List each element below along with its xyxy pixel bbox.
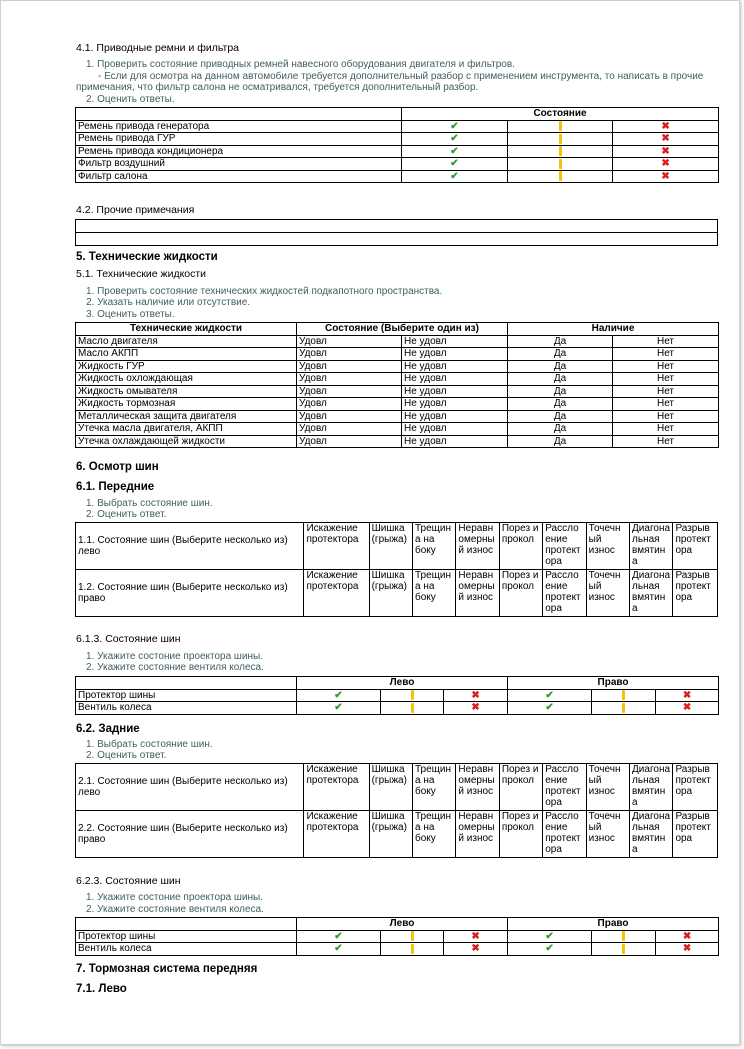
checkmark-icon: ✔ [334,702,343,714]
section-4-2-title: 4.2. Прочие примечания [76,204,195,216]
defect-option[interactable]: Искажение протектора [304,811,369,858]
fluids-header: Технические жидкости [76,323,297,336]
yes-option[interactable]: Да [508,360,613,373]
right-good-option[interactable] [508,689,592,702]
defect-option[interactable]: Разрыв протект ора [673,811,718,858]
warning-icon [559,159,562,169]
section-4-1-note-1: 1. Проверить состояние приводных ремней навесного оборудования двигателя и фильтров. [86,59,515,70]
checkmark-icon: ✔ [450,158,459,170]
no-option[interactable]: Нет [613,423,719,436]
warning-icon [411,703,414,713]
right-good-option[interactable] [508,943,592,956]
cross-icon: ✖ [661,145,670,157]
status-bad-option[interactable] [613,133,719,146]
cross-icon: ✖ [661,133,670,145]
table-row [76,930,719,943]
section-5-note-3: 3. Оценить ответы. [86,309,175,320]
status-warning-option[interactable] [508,170,613,183]
table-row [76,398,719,411]
left-header: Лево [297,677,508,690]
unsatisfactory-option[interactable]: Не удовл [402,423,508,436]
cross-icon: ✖ [682,930,692,942]
defect-option[interactable]: Искажение протектора [304,570,369,617]
item-label: Протектор шины [76,930,297,943]
fluid-label: Утечка масла двигателя, АКПП [76,423,297,436]
item-label: Ремень привода генератора [76,120,402,133]
fluid-label: Жидкость ГУР [76,360,297,373]
right-warning-option[interactable] [592,702,656,715]
defect-option[interactable]: Точечн ый износ [586,811,629,858]
right-bad-option[interactable] [656,930,719,943]
left-warning-option[interactable] [381,689,444,702]
cross-icon: ✖ [682,702,692,714]
section-6-1-3-title: 6.1.3. Состояние шин [76,633,181,645]
warning-icon [559,134,562,144]
unsatisfactory-option[interactable]: Не удовл [402,360,508,373]
no-option[interactable]: Нет [613,360,719,373]
defect-option[interactable]: Шишка (грыжа) [369,764,412,811]
section-5-title: 5. Технические жидкости [76,251,218,263]
right-header: Право [508,918,719,931]
status-good-option[interactable] [402,170,508,183]
left-good-option[interactable] [297,689,381,702]
right-bad-option[interactable] [656,943,719,956]
yes-option[interactable]: Да [508,423,613,436]
section-5-note-1: 1. Проверить состояние технических жидкостей подкапотного пространства. [86,286,443,297]
left-good-option[interactable] [297,930,381,943]
defect-option[interactable]: Рассло ение протект ора [543,764,586,811]
fluid-label: Масло двигателя [76,335,297,348]
checkmark-icon: ✔ [334,930,343,942]
satisfactory-option[interactable]: Удовл [297,398,402,411]
checkmark-icon: ✔ [450,120,459,132]
fluid-label: Жидкость тормозная [76,398,297,411]
satisfactory-option[interactable]: Удовл [297,348,402,361]
table-row [76,385,719,398]
yes-option[interactable]: Да [508,348,613,361]
section-4-1-note-3: примечания, что фильтр салона не осматривался, требуется дополнительный разбор. [76,82,479,93]
defect-option[interactable]: Трещин а на боку [413,523,456,570]
item-label: Вентиль колеса [76,702,297,715]
cross-icon: ✖ [471,943,480,955]
table-row [76,170,719,183]
table-row [76,120,719,133]
status-header: Состояние [402,108,719,121]
table-row [76,145,719,158]
defect-option[interactable]: Порез и прокол [499,523,542,570]
right-warning-option[interactable] [592,930,656,943]
table-row [76,410,719,423]
status-warning-option[interactable] [508,145,613,158]
defect-option[interactable]: Точечн ый износ [586,523,629,570]
section-5-note-2: 2. Указать наличие или отсутствие. [86,297,251,308]
item-label: Вентиль колеса [76,943,297,956]
section-6-1-note-2: 2. Оценить ответ. [86,509,167,520]
cross-icon: ✖ [661,120,670,132]
checkmark-icon: ✔ [450,145,459,157]
table-row [76,570,718,617]
satisfactory-option[interactable]: Удовл [297,423,402,436]
unsatisfactory-option[interactable]: Не удовл [402,410,508,423]
satisfactory-option[interactable]: Удовл [297,435,402,448]
warning-icon [559,146,562,156]
table-row [76,133,719,146]
defect-option[interactable]: Рассло ение протект ора [543,811,586,858]
status-good-option[interactable] [402,145,508,158]
table-row [76,811,718,858]
defect-option[interactable]: Диагона льная вмятин а [630,811,673,858]
cross-icon: ✖ [471,930,480,942]
table-row [76,689,719,702]
satisfactory-option[interactable]: Удовл [297,360,402,373]
status-good-option[interactable] [402,158,508,171]
checkmark-icon: ✔ [334,943,343,955]
left-bad-option[interactable] [444,689,508,702]
left-warning-option[interactable] [381,702,444,715]
fluid-label: Жидкость охлождающая [76,373,297,386]
table-row [76,335,719,348]
defect-option[interactable]: Рассло ение протект ора [543,523,586,570]
no-option[interactable]: Нет [613,335,719,348]
section-6-2-note-1: 1. Выбрать состояние шин. [86,739,213,750]
section-6-2-3-note-1: 1. Укажите состоние проектора шины. [86,892,264,903]
section-6-2-3-title: 6.2.3. Состояние шин [76,875,181,887]
checkmark-icon: ✔ [450,133,459,145]
notes-line-2[interactable] [76,233,718,246]
yes-option[interactable]: Да [508,385,613,398]
table-row [76,943,719,956]
defect-option[interactable]: Неравн омерны й износ [456,523,499,570]
warning-icon [622,703,625,713]
status-bad-option[interactable] [613,158,719,171]
defect-option[interactable]: Искажение протектора [304,764,369,811]
fluid-label: Утечка охлаждающей жидкости [76,435,297,448]
cross-icon: ✖ [661,170,670,182]
condition-header: Состояние (Выберите один из) [297,323,508,336]
table-row [76,764,718,811]
defect-option[interactable]: Диагона льная вмятин а [630,570,673,617]
fluid-label: Масло АКПП [76,348,297,361]
status-bad-option[interactable] [613,145,719,158]
yes-option[interactable]: Да [508,335,613,348]
no-option[interactable]: Нет [613,398,719,411]
left-bad-option[interactable] [444,702,508,715]
cross-icon: ✖ [682,943,692,955]
warning-icon [622,690,625,700]
item-label: Протектор шины [76,689,297,702]
right-header: Право [508,677,719,690]
left-bad-option[interactable] [444,943,508,956]
front-tread-table [75,676,719,715]
defect-option[interactable]: Порез и прокол [499,570,542,617]
table-row [76,348,719,361]
tyre-label: 1.1. Состояние шин (Выберите несколько из) лево [76,523,304,570]
satisfactory-option[interactable]: Удовл [297,385,402,398]
unsatisfactory-option[interactable]: Не удовл [402,373,508,386]
satisfactory-option[interactable]: Удовл [297,373,402,386]
right-warning-option[interactable] [592,943,656,956]
item-label: Фильтр воздушний [76,158,402,171]
section-7-title: 7. Тормозная система передняя [76,963,258,975]
table-row [76,523,718,570]
status-good-option[interactable] [402,133,508,146]
warning-icon [411,690,414,700]
cross-icon: ✖ [471,689,480,701]
yes-option[interactable]: Да [508,410,613,423]
warning-icon [559,121,562,131]
warning-icon [622,944,625,954]
checkmark-icon: ✔ [545,702,554,714]
cross-icon: ✖ [682,689,692,701]
status-bad-option[interactable] [613,170,719,183]
section-6-2-title: 6.2. Задние [76,723,140,735]
warning-icon [411,944,414,954]
defect-option[interactable]: Неравн омерны й износ [456,764,499,811]
defect-option[interactable]: Точечн ый износ [586,764,629,811]
defect-option[interactable]: Шишка (грыжа) [369,570,412,617]
unsatisfactory-option[interactable]: Не удовл [402,435,508,448]
checkmark-icon: ✔ [545,943,554,955]
defect-option[interactable]: Порез и прокол [499,764,542,811]
unsatisfactory-option[interactable]: Не удовл [402,385,508,398]
fluid-label: Жидкость омывателя [76,385,297,398]
defect-option[interactable]: Трещин а на боку [413,570,456,617]
defect-option[interactable]: Неравн омерны й износ [456,811,499,858]
section-7-1-title: 7.1. Лево [76,983,127,995]
satisfactory-option[interactable]: Удовл [297,335,402,348]
rear-tread-table [75,917,719,956]
left-warning-option[interactable] [381,943,444,956]
section-5-1-title: 5.1. Технические жидкости [76,268,207,280]
checkmark-icon: ✔ [545,689,554,701]
defect-option[interactable]: Разрыв протект ора [673,570,718,617]
defect-option[interactable]: Порез и прокол [499,811,542,858]
section-4-1-note-2: - Если для осмотра на данном автомобиле требуется дополнительный разбор с применением инструмента, то написать в прочие [98,71,704,82]
status-warning-option[interactable] [508,158,613,171]
checkmark-icon: ✔ [450,170,459,182]
defect-option[interactable]: Трещин а на боку [413,811,456,858]
right-bad-option[interactable] [656,702,719,715]
table-row [76,360,719,373]
warning-icon [559,171,562,181]
section-6-2-note-2: 2. Оценить ответ. [86,750,167,761]
section-6-2-3-note-2: 2. Укажите состояние вентиля колеса. [86,904,264,915]
no-option[interactable]: Нет [613,435,719,448]
presence-header: Наличие [508,323,719,336]
warning-icon [622,931,625,941]
left-warning-option[interactable] [381,930,444,943]
table-row [76,435,719,448]
defect-option[interactable]: Диагона льная вмятин а [630,764,673,811]
front-tyres-table [75,522,718,617]
item-label: Фильтр салона [76,170,402,183]
defect-option[interactable]: Разрыв протект ора [673,764,718,811]
status-good-option[interactable] [402,120,508,133]
satisfactory-option[interactable]: Удовл [297,410,402,423]
warning-icon [411,931,414,941]
defect-option[interactable]: Разрыв протект ора [673,523,718,570]
defect-option[interactable]: Искажение протектора [304,523,369,570]
section-6-1-title: 6.1. Передние [76,481,155,493]
checkmark-icon: ✔ [334,689,343,701]
yes-option[interactable]: Да [508,398,613,411]
table-row [76,702,719,715]
defect-option[interactable]: Шишка (грыжа) [369,811,412,858]
cross-icon: ✖ [471,702,480,714]
item-label: Ремень привода кондиционера [76,145,402,158]
section-4-1-title: 4.1. Приводные ремни и фильтра [76,42,240,54]
left-good-option[interactable] [297,702,381,715]
right-good-option[interactable] [508,930,592,943]
no-option[interactable]: Нет [613,385,719,398]
item-label: Ремень привода ГУР [76,133,402,146]
defect-option[interactable]: Шишка (грыжа) [369,523,412,570]
cross-icon: ✖ [661,158,670,170]
section-6-1-note-1: 1. Выбрать состояние шин. [86,498,213,509]
tyre-label: 2.2. Состояние шин (Выберите несколько из) право [76,811,304,858]
left-bad-option[interactable] [444,930,508,943]
section-4-1-note-4: 2. Оценить ответы. [86,94,175,105]
defect-option[interactable]: Трещин а на боку [413,764,456,811]
section-6-1-3-note-1: 1. Укажите состоние проектора шины. [86,651,264,662]
right-bad-option[interactable] [656,689,719,702]
left-good-option[interactable] [297,943,381,956]
checkmark-icon: ✔ [545,930,554,942]
left-header: Лево [297,918,508,931]
table-row [76,423,719,436]
table-row [76,158,719,171]
tyre-label: 2.1. Состояние шин (Выберите несколько из) лево [76,764,304,811]
unsatisfactory-option[interactable]: Не удовл [402,348,508,361]
yes-option[interactable]: Да [508,373,613,386]
yes-option[interactable]: Да [508,435,613,448]
defect-option[interactable]: Диагона льная вмятин а [630,523,673,570]
notes-table [75,219,718,246]
section-6-title: 6. Осмотр шин [76,461,159,473]
defect-option[interactable]: Неравн омерны й износ [456,570,499,617]
tyre-label: 1.2. Состояние шин (Выберите несколько из) право [76,570,304,617]
status-bad-option[interactable] [613,120,719,133]
unsatisfactory-option[interactable]: Не удовл [402,335,508,348]
notes-line-1[interactable] [76,220,718,233]
belts-table [75,107,719,183]
table-row [76,373,719,386]
no-option[interactable]: Нет [613,348,719,361]
unsatisfactory-option[interactable]: Не удовл [402,398,508,411]
right-warning-option[interactable] [592,689,656,702]
rear-tyres-table [75,763,718,858]
section-6-1-3-note-2: 2. Укажите состояние вентиля колеса. [86,662,264,673]
defect-option[interactable]: Точечн ый износ [586,570,629,617]
status-warning-option[interactable] [508,133,613,146]
no-option[interactable]: Нет [613,410,719,423]
fluids-table [75,322,719,448]
defect-option[interactable]: Рассло ение протект ора [543,570,586,617]
status-warning-option[interactable] [508,120,613,133]
no-option[interactable]: Нет [613,373,719,386]
fluid-label: Металлическая защита двигателя [76,410,297,423]
right-good-option[interactable] [508,702,592,715]
